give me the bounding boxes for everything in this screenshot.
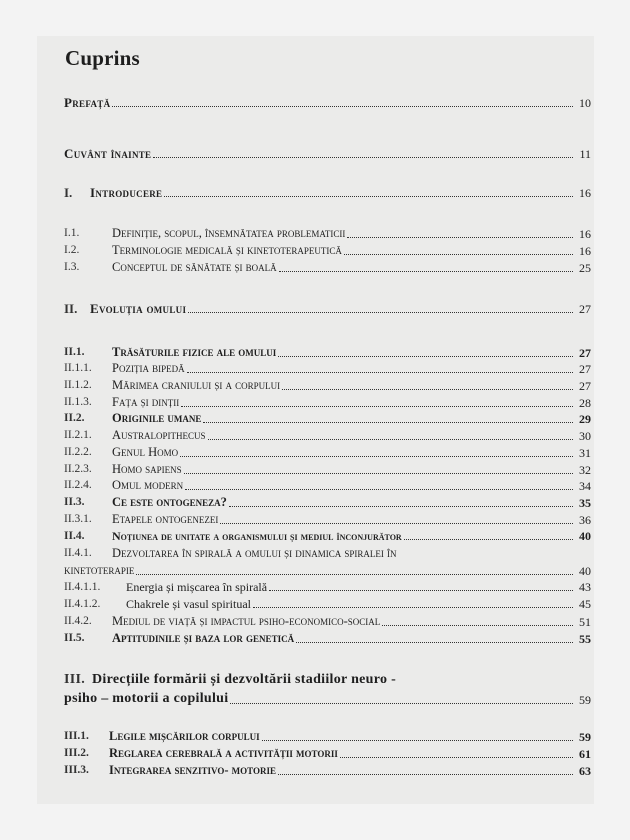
entry-number: II.3. [64, 496, 85, 508]
dot-leader [340, 755, 573, 758]
toc-entry [64, 764, 591, 777]
entry-label: Definiție, scopul, însemnătatea problematicii [112, 226, 346, 240]
dot-leader [347, 235, 573, 238]
entry-label: Reglarea cerebrală a activității motorii [109, 746, 338, 760]
entry-page: 31 [579, 445, 591, 460]
entry-label: Aptitudinile și baza lor genetică [112, 631, 295, 645]
dot-leader [153, 155, 573, 158]
entry-page: 16 [579, 226, 591, 241]
entry-label: Genul Homo [112, 445, 179, 459]
toc-entry [64, 463, 591, 476]
entry-page: 25 [579, 260, 591, 275]
toc-entry [64, 479, 591, 492]
entry-page: 27 [579, 378, 591, 393]
dot-leader [382, 623, 573, 626]
entry-number: III.2. [64, 747, 89, 759]
dot-leader [112, 104, 573, 107]
toc-entry [64, 615, 591, 628]
toc-entry [64, 513, 591, 526]
dot-leader [164, 194, 573, 197]
entry-page: 11 [579, 147, 591, 161]
book-page [37, 36, 594, 804]
entry-page: 34 [579, 478, 591, 493]
entry-label: Evoluția omului [90, 301, 187, 316]
entry-page: 45 [579, 597, 591, 611]
entry-number: II.2.2. [64, 446, 92, 458]
entry-label: Integrarea senzitivo- motorie [109, 763, 276, 777]
entry-label: Terminologie medicală și kinetoterapeutică [112, 243, 342, 257]
entry-number: II.2.4. [64, 479, 92, 491]
entry-label: psiho – motorii a copilului [64, 691, 229, 706]
entry-number: II.4.1.1. [64, 580, 101, 593]
toc-entry-chapter-3 [64, 673, 591, 687]
toc-entry-cuvant-inainte [64, 147, 591, 160]
page-title: Cuprins [65, 46, 140, 70]
entry-page: 35 [579, 495, 591, 510]
entry-number: II.2.1. [64, 429, 92, 441]
entry-number: II.3.1. [64, 513, 92, 525]
toc-entry [64, 379, 591, 392]
entry-label: Fața și dinții [112, 395, 180, 409]
entry-page: 59 [579, 729, 591, 744]
entry-number: II.4.1. [64, 547, 92, 559]
toc-entry [64, 730, 591, 743]
dot-leader [404, 537, 573, 540]
entry-label: Energia și mișcarea în spirală [126, 580, 268, 594]
dot-leader [188, 310, 573, 313]
entry-page: 40 [579, 529, 591, 543]
toc-entry [64, 564, 591, 577]
entry-page: 36 [579, 512, 591, 527]
toc-entry [64, 261, 591, 274]
dot-leader [184, 471, 573, 474]
entry-label: Conceptul de sănătate și boală [112, 260, 277, 274]
toc-entry [64, 581, 591, 593]
dot-leader [203, 420, 573, 423]
entry-label: kinetoterapie [64, 563, 135, 577]
entry-label: Chakrele și vasul spiritual [126, 597, 251, 611]
entry-label: Trăsăturile fizice ale omului [112, 345, 277, 359]
dot-leader [282, 387, 573, 390]
entry-number: II.4.2. [64, 615, 92, 627]
entry-number: I. [64, 185, 73, 200]
toc-entry [64, 362, 591, 375]
entry-page: 27 [579, 345, 591, 360]
entry-page: 16 [579, 243, 591, 258]
entry-page: 59 [579, 693, 591, 707]
entry-number: II.4.1.2. [64, 597, 101, 610]
dot-leader [278, 772, 573, 775]
entry-label: Etapele ontogenezei [112, 512, 219, 526]
entry-number: II.2.3. [64, 463, 92, 475]
toc-entry [64, 632, 591, 645]
entry-page: 40 [579, 563, 591, 578]
entry-label: Mediul de viață și impactul psiho-economico-social [112, 614, 381, 628]
entry-label: Australopithecus [112, 428, 206, 442]
dot-leader [269, 588, 573, 591]
dot-leader [253, 605, 573, 608]
dot-leader [220, 521, 573, 524]
toc-entry-chapter-3-cont [64, 692, 591, 706]
entry-label: Cuvânt înainte [64, 146, 152, 161]
dot-leader [181, 404, 573, 407]
entry-number: III. [64, 672, 86, 687]
entry-page: 27 [579, 302, 591, 316]
entry-number: II.4. [64, 529, 85, 542]
entry-page: 55 [579, 631, 591, 646]
entry-label: Ce este ontogeneza? [112, 495, 227, 509]
dot-leader [230, 701, 573, 704]
toc-entry-chapter-2 [64, 302, 591, 315]
entry-number: I.1. [64, 227, 80, 239]
dot-leader [180, 454, 573, 457]
toc-entry [64, 547, 591, 560]
entry-page: 43 [579, 580, 591, 594]
dot-leader [296, 640, 573, 643]
entry-label: Noțiunea de unitate a organismului și mediul înconjurător [112, 529, 402, 543]
entry-label: Introducere [90, 185, 163, 200]
entry-page: 29 [579, 411, 591, 426]
dot-leader [187, 370, 573, 373]
toc-entry [64, 429, 591, 442]
dot-leader [279, 269, 573, 272]
toc-entry [64, 747, 591, 760]
dot-leader [185, 487, 573, 490]
toc-entry [64, 598, 591, 610]
entry-number: II. [64, 301, 78, 316]
entry-number: I.3. [64, 261, 80, 273]
entry-page: 63 [579, 763, 591, 778]
toc-entry [64, 346, 591, 359]
entry-label: Omul modern [112, 478, 184, 492]
toc-entry-prefata [64, 96, 591, 109]
entry-number: II.1.2. [64, 379, 92, 391]
dot-leader [229, 504, 573, 507]
entry-label: Originile umane [112, 411, 202, 425]
entry-number: II.1.1. [64, 362, 92, 374]
toc-entry [64, 412, 591, 425]
entry-number: II.1.3. [64, 396, 92, 408]
toc-entry [64, 496, 591, 509]
entry-label: Direcțiile formării și dezvoltării stadiilor neuro - [92, 672, 397, 687]
entry-label: Homo sapiens [112, 462, 182, 476]
toc-entry [64, 530, 591, 542]
dot-leader [208, 437, 573, 440]
dot-leader [136, 572, 573, 575]
toc-entry [64, 244, 591, 257]
toc-entry [64, 446, 591, 459]
entry-page: 28 [579, 395, 591, 410]
entry-page: 32 [579, 462, 591, 477]
entry-page: 61 [579, 746, 591, 761]
entry-page: 30 [579, 428, 591, 443]
entry-number: II.5. [64, 632, 85, 644]
entry-number: II.2. [64, 412, 85, 424]
entry-number: II.1. [64, 346, 85, 358]
entry-label: Poziția bipedă [112, 361, 185, 375]
entry-page: 16 [579, 186, 591, 200]
entry-page: 51 [579, 614, 591, 629]
dot-leader [262, 738, 573, 741]
dot-leader [344, 252, 573, 255]
entry-number: I.2. [64, 244, 80, 256]
entry-number: III.1. [64, 730, 89, 742]
dot-leader [278, 354, 573, 357]
toc-entry [64, 396, 591, 409]
entry-label: Legile mișcărilor corpului [109, 729, 260, 743]
entry-label: Prefață [64, 95, 111, 110]
entry-page: 27 [579, 361, 591, 376]
entry-label: Dezvoltarea în spirală a omului și dinamica spiralei în [112, 546, 397, 560]
entry-number: III.3. [64, 764, 89, 776]
toc-entry-chapter-1 [64, 186, 591, 199]
entry-label: Mărimea craniului și a corpului [112, 378, 281, 392]
entry-page: 10 [579, 96, 591, 110]
toc-entry [64, 227, 591, 240]
